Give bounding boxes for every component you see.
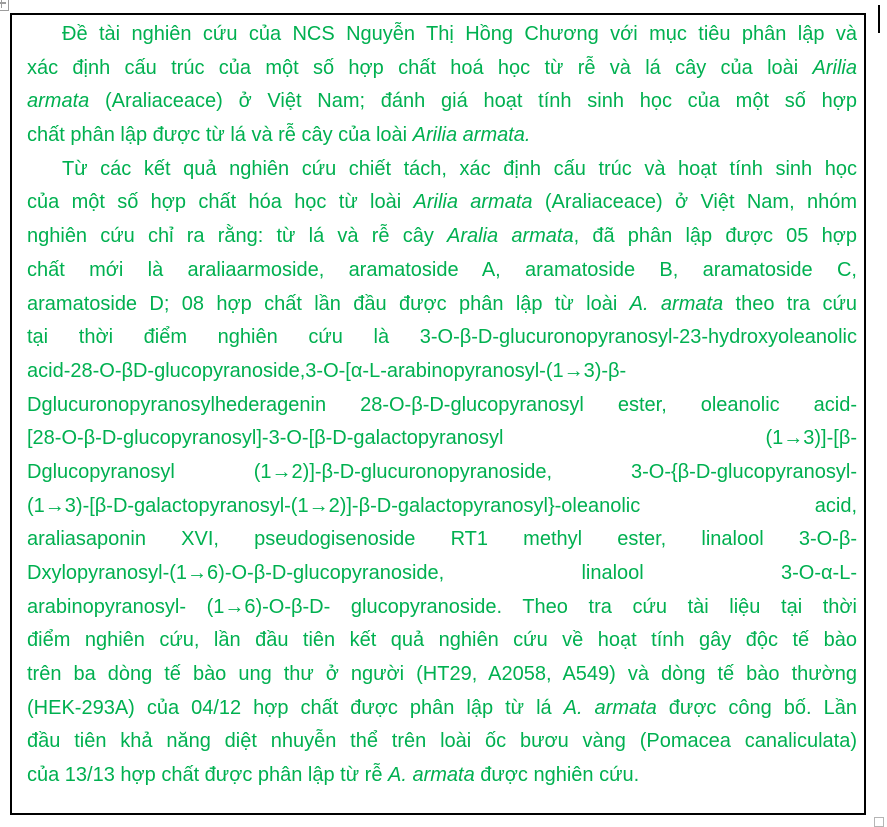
text-run: Dglucopyranosyl (1→2)]-β-D-glucuronopyranoside, 3-O-{β-D-glucopyranosyl-: [27, 460, 857, 483]
text-line: [27, 18, 857, 52]
text-run: trên ba dòng tế bào ung thư ở người (HT29, A2058, A549) và dòng tế bào thường: [27, 663, 857, 686]
text-line: [27, 759, 857, 793]
paragraph: [27, 18, 857, 153]
text-line: [27, 725, 857, 759]
text-line: [27, 692, 857, 726]
table-move-handle-icon[interactable]: [0, 0, 9, 11]
table-cell-border: [10, 13, 866, 815]
text-line: [27, 186, 857, 220]
text-line: [27, 422, 857, 456]
text-run: aramatoside D; 08 hợp chất lần đầu được phân lập từ loài: [27, 292, 630, 315]
text-line: [27, 490, 857, 524]
text-line: [27, 119, 857, 153]
text-line: [27, 321, 857, 355]
italic-text-run: A. armata: [563, 696, 657, 719]
text-line: [27, 389, 857, 423]
italic-text-run: Arilia: [812, 56, 857, 79]
text-line: [27, 658, 857, 692]
italic-text-run: Aralia armata: [447, 225, 574, 248]
text-run: của 13/13 hợp chất được phân lập từ rễ: [27, 764, 389, 787]
italic-text-run: Arilia armata.: [412, 124, 531, 147]
text-run: được công bố. Lần: [656, 696, 857, 719]
text-line: [27, 355, 857, 389]
table-row-end-marker: [878, 5, 880, 33]
text-run: nghiên cứu chỉ ra rằng: từ lá và rễ cây: [27, 225, 448, 248]
text-line: [27, 523, 857, 557]
text-run: Dglucuronopyranosylhederagenin 28-O-β-D-glucopyranosyl ester, oleanolic acid-: [27, 393, 857, 416]
text-run: Dxylopyranosyl-(1→6)-O-β-D-glucopyranoside, linalool 3-O-α-L-: [27, 562, 857, 584]
text-line: [27, 254, 857, 288]
text-run: acid-28-O-βD-glucopyranoside,3-O-[α-L-arabinopyranosyl-(1→3)-β-: [27, 359, 627, 382]
italic-text-run: armata: [27, 90, 90, 113]
text-run: của một số hợp chất hóa học từ loài: [27, 191, 414, 214]
text-line: [27, 220, 857, 254]
move-handle-plus-vertical: [1, 0, 3, 8]
text-run: Từ các kết quả nghiên cứu chiết tách, xác định cấu trúc và hoạt tính sinh học: [62, 157, 857, 180]
paragraph: [27, 153, 857, 793]
text-run: theo tra cứu: [723, 292, 857, 315]
move-handle-plus-horizontal: [0, 2, 6, 4]
text-line: [27, 624, 857, 658]
text-run: đầu tiên khả năng diệt nhuyễn thể trên loài ốc bươu vàng (Pomacea canaliculata): [27, 730, 857, 753]
text-line: [27, 288, 857, 322]
text-line: [27, 85, 857, 119]
text-run: (1→3)-[β-D-galactopyranosyl-(1→2)]-β-D-galactopyranosyl}-oleanolic acid,: [27, 494, 857, 517]
italic-text-run: A. armata: [629, 292, 724, 315]
text-run: điểm nghiên cứu, lần đầu tiên kết quả nghiên cứu về hoạt tính gây độc tế bào: [27, 629, 857, 652]
document-body[interactable]: [27, 18, 857, 793]
text-run: , đã phân lập được 05 hợp: [573, 225, 857, 248]
text-line: [27, 456, 857, 490]
text-run: [28-O-β-D-glucopyranosyl]-3-O-[β-D-galactopyranosyl (1→3)]-[β-: [27, 427, 857, 450]
text-run: (Araliaceace) ở Việt Nam; đánh giá hoạt tính sinh học của một số hợp: [89, 90, 857, 113]
text-run: được nghiên cứu.: [474, 764, 640, 787]
text-run: (Araliaceace) ở Việt Nam, nhóm: [532, 191, 857, 214]
text-run: tại thời điểm nghiên cứu là 3-O-β-D-glucuronopyranosyl-23-hydroxyoleanolic: [27, 326, 857, 349]
italic-text-run: A. armata: [388, 764, 475, 787]
text-run: (HEK-293A) của 04/12 hợp chất được phân lập từ lá: [27, 696, 564, 719]
text-line: [27, 52, 857, 86]
text-run: Đề tài nghiên cứu của NCS Nguyễn Thị Hồng Chương với mục tiêu phân lập và: [62, 23, 857, 45]
text-run: chất phân lập được từ lá và rễ cây của loài: [27, 124, 413, 147]
text-line: [27, 557, 857, 591]
table-resize-handle-icon[interactable]: [874, 817, 884, 827]
text-run: araliasaponin XVI, pseudogisenoside RT1 methyl ester, linalool 3-O-β-: [27, 528, 857, 551]
text-run: arabinopyranosyl- (1→6)-O-β-D- glucopyranoside. Theo tra cứu tài liệu tại thời: [27, 595, 857, 618]
text-run: chất mới là araliaarmoside, aramatoside A, aramatoside B, aramatoside C,: [27, 258, 857, 281]
italic-text-run: Arilia armata: [413, 191, 533, 214]
text-run: xác định cấu trúc của một số hợp chất hoá học từ rễ và lá cây của loài: [27, 56, 813, 79]
text-line: [27, 153, 857, 187]
text-line: [27, 591, 857, 625]
